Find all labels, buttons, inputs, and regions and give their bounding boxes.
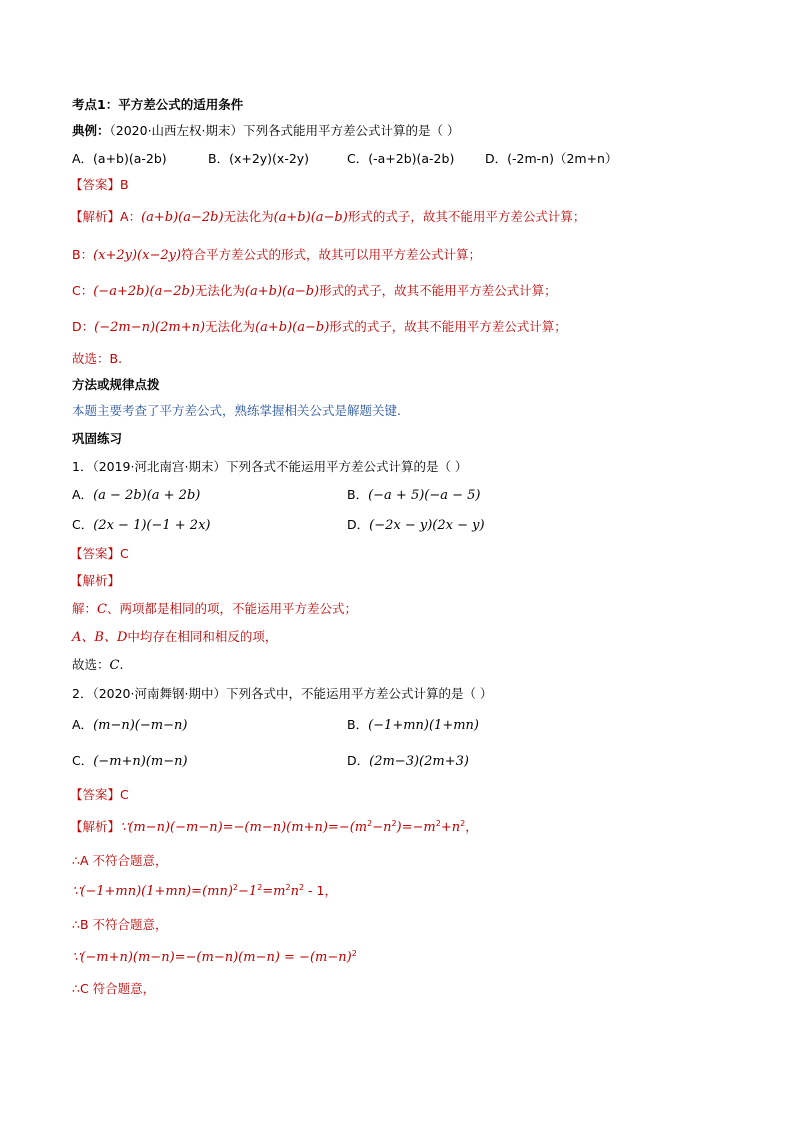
- step-math: ∵(m−n)(−m−n)=−(m−n)(m+n)=−(m: [120, 820, 368, 835]
- option-label: C．: [72, 753, 94, 768]
- option-label: C．: [72, 517, 94, 532]
- q2-result-3: ∴C 符合题意，: [72, 981, 156, 996]
- option-math: (−2x − y)(2x − y): [369, 518, 485, 533]
- analysis-tail: 形式的式子，故其不能用平方差公式计算；: [329, 319, 567, 334]
- conclusion-prefix: 故选：: [72, 657, 110, 672]
- option-math: (a − 2b)(a + 2b): [93, 488, 201, 503]
- example-question: 下列各式能用平方差公式计算的是（ ）: [243, 123, 460, 138]
- example-source: （2020·山西左权·期末）: [109, 123, 244, 138]
- analysis-prefix: D：: [72, 319, 95, 334]
- example-label: 典例：: [72, 123, 110, 138]
- analysis-math2: (a+b)(a−b): [244, 284, 320, 299]
- q2-option-a: [72, 716, 187, 735]
- step-math: +n: [440, 820, 461, 835]
- analysis-mid: 无法化为: [223, 209, 274, 224]
- conclusion-end: .: [119, 657, 124, 672]
- analysis-prefix: B：: [72, 247, 94, 262]
- section-title: 考点1：平方差公式的适用条件: [72, 97, 244, 112]
- q2-result-2: ∴B 不符合题意，: [72, 917, 168, 932]
- example-option-a: A．(a+b)(a-2b): [72, 151, 167, 166]
- analysis-math: (−2m−n)(2m+n): [94, 320, 206, 335]
- example-conclusion: 故选：B.: [72, 351, 123, 366]
- q1-option-c: [72, 516, 210, 535]
- option-label: B．: [347, 717, 369, 732]
- analysis-tag: 【解析】: [70, 209, 121, 224]
- q2-answer: [70, 786, 129, 804]
- analysis-math: (−a+2b)(a−2b): [93, 284, 195, 299]
- q2-analysis-step2: $\because(-1+mn)(1+mn)=(mn)^2-1^2=m^2n^2 - 1$，: [72, 882, 337, 899]
- step-math: n: [290, 884, 299, 899]
- example-answer: [70, 176, 129, 194]
- option-math: (−1+mn)(1+mn): [368, 718, 479, 733]
- step-math: −1: [238, 884, 258, 899]
- q2-option-d: [347, 752, 469, 771]
- example-option-c: C．(-a+2b)(a-2b): [347, 151, 455, 166]
- option-label: D．: [347, 517, 370, 532]
- analysis-prefix: C：: [72, 283, 94, 298]
- analysis-line-d: [72, 318, 567, 337]
- analysis-tail: 形式的式子，故其不能用平方差公式计算；: [319, 283, 557, 298]
- q1-stem: 1．（2019·河北南宫·期末）下列各式不能运用平方差公式计算的是（ ）: [72, 459, 468, 474]
- example-option-d: D．(-2m-n)（2m+n）: [485, 151, 618, 166]
- answer-tag: 【答案】: [70, 546, 121, 561]
- option-math: (−m+n)(m−n): [93, 754, 188, 769]
- q2-analysis-step1: 【解析】$\because(m-n)(-m-n)=-(m-n)(m+n)=-(m^2-n^2)=-m^2+n^2$，: [70, 818, 478, 835]
- solution-prefix: 解：: [72, 601, 98, 616]
- option-label: A．: [72, 717, 94, 732]
- solution-vars: A、B、D: [72, 630, 128, 645]
- step-math: ∵(−1+mn)(1+mn)=(mn): [72, 884, 233, 899]
- analysis-tag: 【解析】: [70, 819, 121, 834]
- option-label: A．: [72, 487, 94, 502]
- analysis-math: (a+b)(a−2b): [141, 210, 224, 225]
- practice-title: 巩固练习: [72, 431, 123, 446]
- step-math: =m: [262, 884, 286, 899]
- method-text: 本题主要考查了平方差公式，熟练掌握相关公式是解题关键.: [72, 403, 401, 418]
- answer-tag: 【答案】: [70, 787, 121, 802]
- q1-solution-2: [72, 628, 277, 647]
- solution-text: 中均存在相同和相反的项，: [127, 629, 278, 644]
- q1-option-a: [72, 486, 200, 505]
- solution-text: 、两项都是相同的项，不能运用平方差公式；: [106, 601, 357, 616]
- option-math: (m−n)(−m−n): [93, 718, 188, 733]
- analysis-mid: 符合平方差公式的形式，故其可以用平方差公式计算；: [181, 247, 482, 262]
- answer-tag: 【答案】: [70, 177, 121, 192]
- analysis-math2: (a+b)(a−b): [255, 320, 330, 335]
- example-option-b: B．(x+2y)(x-2y): [208, 151, 310, 166]
- analysis-line-b: [72, 246, 481, 265]
- option-label: D．: [347, 753, 370, 768]
- q1-option-d: [347, 516, 485, 535]
- option-math: (2x − 1)(−1 + 2x): [93, 518, 211, 533]
- analysis-prefix: A：: [120, 209, 142, 224]
- analysis-line-a: [70, 208, 585, 227]
- solution-var: C: [97, 602, 107, 617]
- analysis-math2: (a+b)(a−b): [273, 210, 348, 225]
- analysis-line-c: [72, 282, 557, 301]
- step-math: ∵(−m+n)(m−n)=−(m−n)(m−n) = −(m−n): [72, 950, 352, 965]
- example-stem: [72, 122, 460, 140]
- answer-value: C: [120, 546, 129, 561]
- option-math: (2m−3)(2m+3): [369, 754, 469, 769]
- q2-result-1: ∴A 不符合题意，: [72, 853, 168, 868]
- method-title: 方法或规律点拨: [72, 377, 160, 392]
- q1-conclusion: [72, 656, 123, 675]
- analysis-tail: 形式的式子，故其不能用平方差公式计算；: [347, 209, 586, 224]
- option-label: B．: [347, 487, 369, 502]
- q1-solution-1: [72, 600, 357, 619]
- step-math: −n: [372, 820, 392, 835]
- q2-option-c: [72, 752, 188, 771]
- step-end: ，: [465, 819, 478, 834]
- conclusion-var: C: [109, 658, 120, 673]
- answer-value: B: [120, 177, 129, 192]
- q2-stem: 2．（2020·河南舞钢·期中）下列各式中，不能运用平方差公式计算的是（ ）: [72, 686, 493, 701]
- q1-analysis-tag: 【解析】: [70, 573, 121, 588]
- step-math: )=−m: [396, 820, 436, 835]
- answer-value: C: [120, 787, 129, 802]
- q2-analysis-step3: ∵(−m+n)(m−n)=−(m−n)(m−n) = $-(m-n)^2$: [72, 948, 357, 965]
- q1-option-b: [347, 486, 481, 505]
- analysis-mid: 无法化为: [194, 283, 245, 298]
- q1-answer: [70, 545, 129, 563]
- q2-option-b: [347, 716, 479, 735]
- analysis-mid: 无法化为: [205, 319, 256, 334]
- step-end: - 1，: [304, 883, 337, 898]
- analysis-math: (x+2y)(x−2y): [93, 248, 182, 263]
- option-math: (−a + 5)(−a − 5): [368, 488, 481, 503]
